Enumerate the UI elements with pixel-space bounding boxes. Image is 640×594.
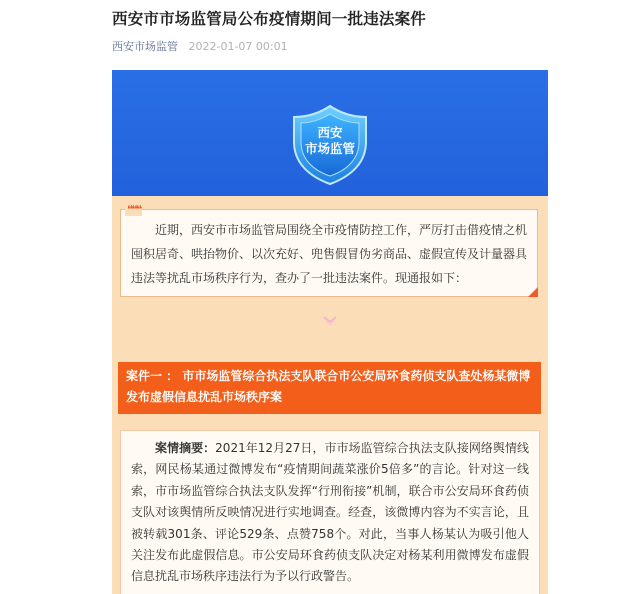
article <box>112 0 548 584</box>
account-name-link[interactable]: 西安市场监管 <box>112 40 178 53</box>
header-banner <box>112 70 548 196</box>
logo-text-line1: 西安 <box>317 125 343 140</box>
quote-marks-icon: ❝❝❝ <box>127 203 141 216</box>
chevron-down-icon <box>321 314 339 328</box>
intro-box <box>120 203 538 297</box>
case-1-summary <box>131 438 529 588</box>
case-1-header <box>118 362 541 414</box>
case-1-title: 案件一 ： 市市场监管综合执法支队联合市公安局环食药侦支队查处杨某微博发布虚假信息扰乱市场秩序案 <box>126 369 531 404</box>
publish-date: 2022-01-07 00:01 <box>188 40 288 53</box>
logo-text-line2: 市场监管 <box>304 141 355 156</box>
article-content <box>112 70 548 594</box>
summary-label: 案情摘要： <box>155 441 216 455</box>
article-meta <box>112 40 548 54</box>
case-1-summary-box <box>120 430 540 594</box>
intro-paragraph: 近期，西安市市场监管局围绕全市疫情防控工作，严厉打击借疫情之机囤积居奇、哄抬物价、以次充好、兜售假冒伪劣商品、虚假宣传及计量器具违法等扰乱市场秩序行为，查办了一批违法案件。现通报如下： <box>131 223 528 285</box>
corner-triangle-icon <box>528 287 538 297</box>
summary-text: 2021年12月27日，市市场监管综合执法支队接网络舆情线索，网民杨某通过微博发布“疫情期间蔬菜涨价5倍多”的言论。针对这一线索，市市场监管综合执法支队发挥“行刑衔接”机制，联合市公安局环食药侦支队对该舆情所反映情况进行实地调查。经查，该微博内容为不实言论，且被转载301条、评论529条、点赞758个。对此，当事人杨某认为吸引他人关注发布此虚假信息。市公安局环食药侦支队决定对杨某利用微博发布虚假信息扰乱市场秩序违法行为予以行政警告。 <box>131 441 529 584</box>
article-title: 西安市市场监管局公布疫情期间一批违法案件 <box>112 10 427 28</box>
